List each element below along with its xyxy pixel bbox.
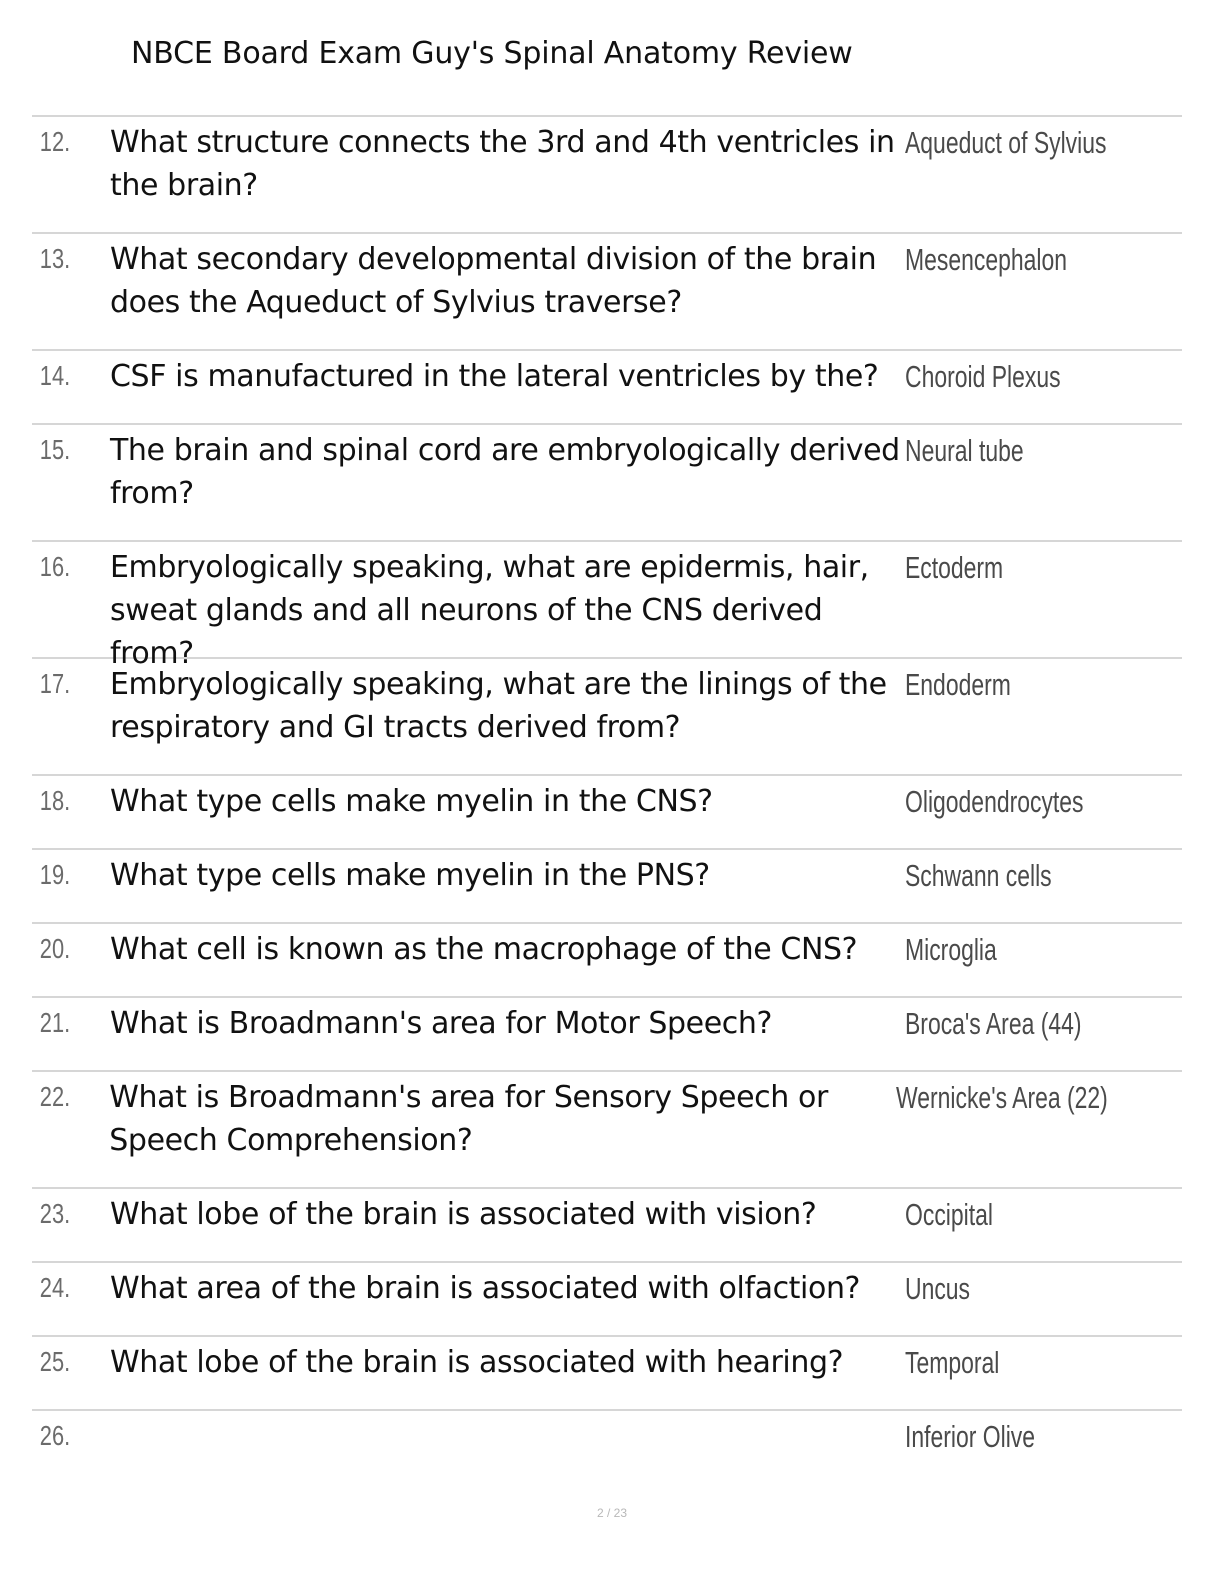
question-row-17 [32,659,1182,776]
answer-text: Mesencephalon [905,242,1067,277]
question-number: 16. [39,551,71,582]
question-text: What area of the brain is associated with olfaction? [110,1271,861,1306]
question-number: 19. [39,859,71,890]
question-row-26 [32,1411,1182,1485]
question-number: 25. [39,1346,71,1377]
question-number: 15. [39,434,71,465]
page-title: NBCE Board Exam Guy's Spinal Anatomy Review [131,36,853,71]
question-row-21 [32,998,1182,1072]
question-row-20 [32,924,1182,998]
question-text: What lobe of the brain is associated with hearing? [110,1345,844,1380]
question-text [110,1411,905,1415]
question-row-12 [32,117,1182,234]
question-row-15 [32,425,1182,542]
question-row-25 [32,1337,1182,1411]
question-row-16 [32,542,1182,671]
answer-text: Broca's Area (44) [905,1006,1082,1041]
question-number: 21. [39,1007,71,1038]
question-number: 17. [39,668,71,699]
question-text: What type cells make myelin in the PNS? [110,858,710,893]
answer-text: Oligodendrocytes [905,784,1084,819]
question-text: What is Broadmann's area for Sensory Speech or Speech Comprehension? [109,1080,828,1158]
answer-text: Ectoderm [905,550,1004,585]
answer-text: Aqueduct of Sylvius [905,125,1107,160]
question-row-19 [32,850,1182,924]
answer-text: Wernicke's Area (22) [895,1080,1108,1115]
question-text: Embryologically speaking, what are the linings of the respiratory and GI tracts derived from? [110,667,887,745]
answer-text: Uncus [905,1271,971,1306]
question-list [32,115,1182,1485]
question-text: The brain and spinal cord are embryologically derived from? [110,433,900,511]
answer-text: Occipital [905,1197,993,1232]
answer-text: Choroid Plexus [905,359,1061,394]
answer-text: Microglia [905,932,997,967]
question-text: What is Broadmann's area for Motor Speech? [110,1006,773,1041]
question-number: 22. [39,1081,71,1112]
question-row-14 [32,351,1182,425]
question-row-24 [32,1263,1182,1337]
question-number: 18. [39,785,71,816]
question-text: What secondary developmental division of the brain does the Aqueduct of Sylvius traverse? [110,242,877,320]
question-text: CSF is manufactured in the lateral ventricles by the? [110,359,879,394]
question-number: 20. [39,933,71,964]
page-indicator: 2 / 23 [596,1506,628,1520]
question-number: 26. [39,1420,71,1451]
answer-text: Schwann cells [905,858,1052,893]
question-number: 12. [39,126,71,157]
answer-text: Endoderm [905,667,1011,702]
question-text: What lobe of the brain is associated with vision? [110,1197,817,1232]
question-row-22 [32,1072,1182,1189]
question-text: What cell is known as the macrophage of the CNS? [110,932,858,967]
question-number: 23. [39,1198,71,1229]
answer-text: Inferior Olive [905,1419,1036,1454]
question-text: Embryologically speaking, what are epidermis, hair, sweat glands and all neurons of the CNS derived from? [110,550,869,671]
answer-text: Neural tube [905,433,1024,468]
question-row-13 [32,234,1182,351]
question-number: 13. [39,243,71,274]
answer-text: Temporal [905,1345,1000,1380]
question-number: 14. [39,360,71,391]
question-text: What structure connects the 3rd and 4th ventricles in the brain? [110,125,895,203]
question-row-18 [32,776,1182,850]
question-number: 24. [39,1272,71,1303]
question-text: What type cells make myelin in the CNS? [110,784,713,819]
question-row-23 [32,1189,1182,1263]
